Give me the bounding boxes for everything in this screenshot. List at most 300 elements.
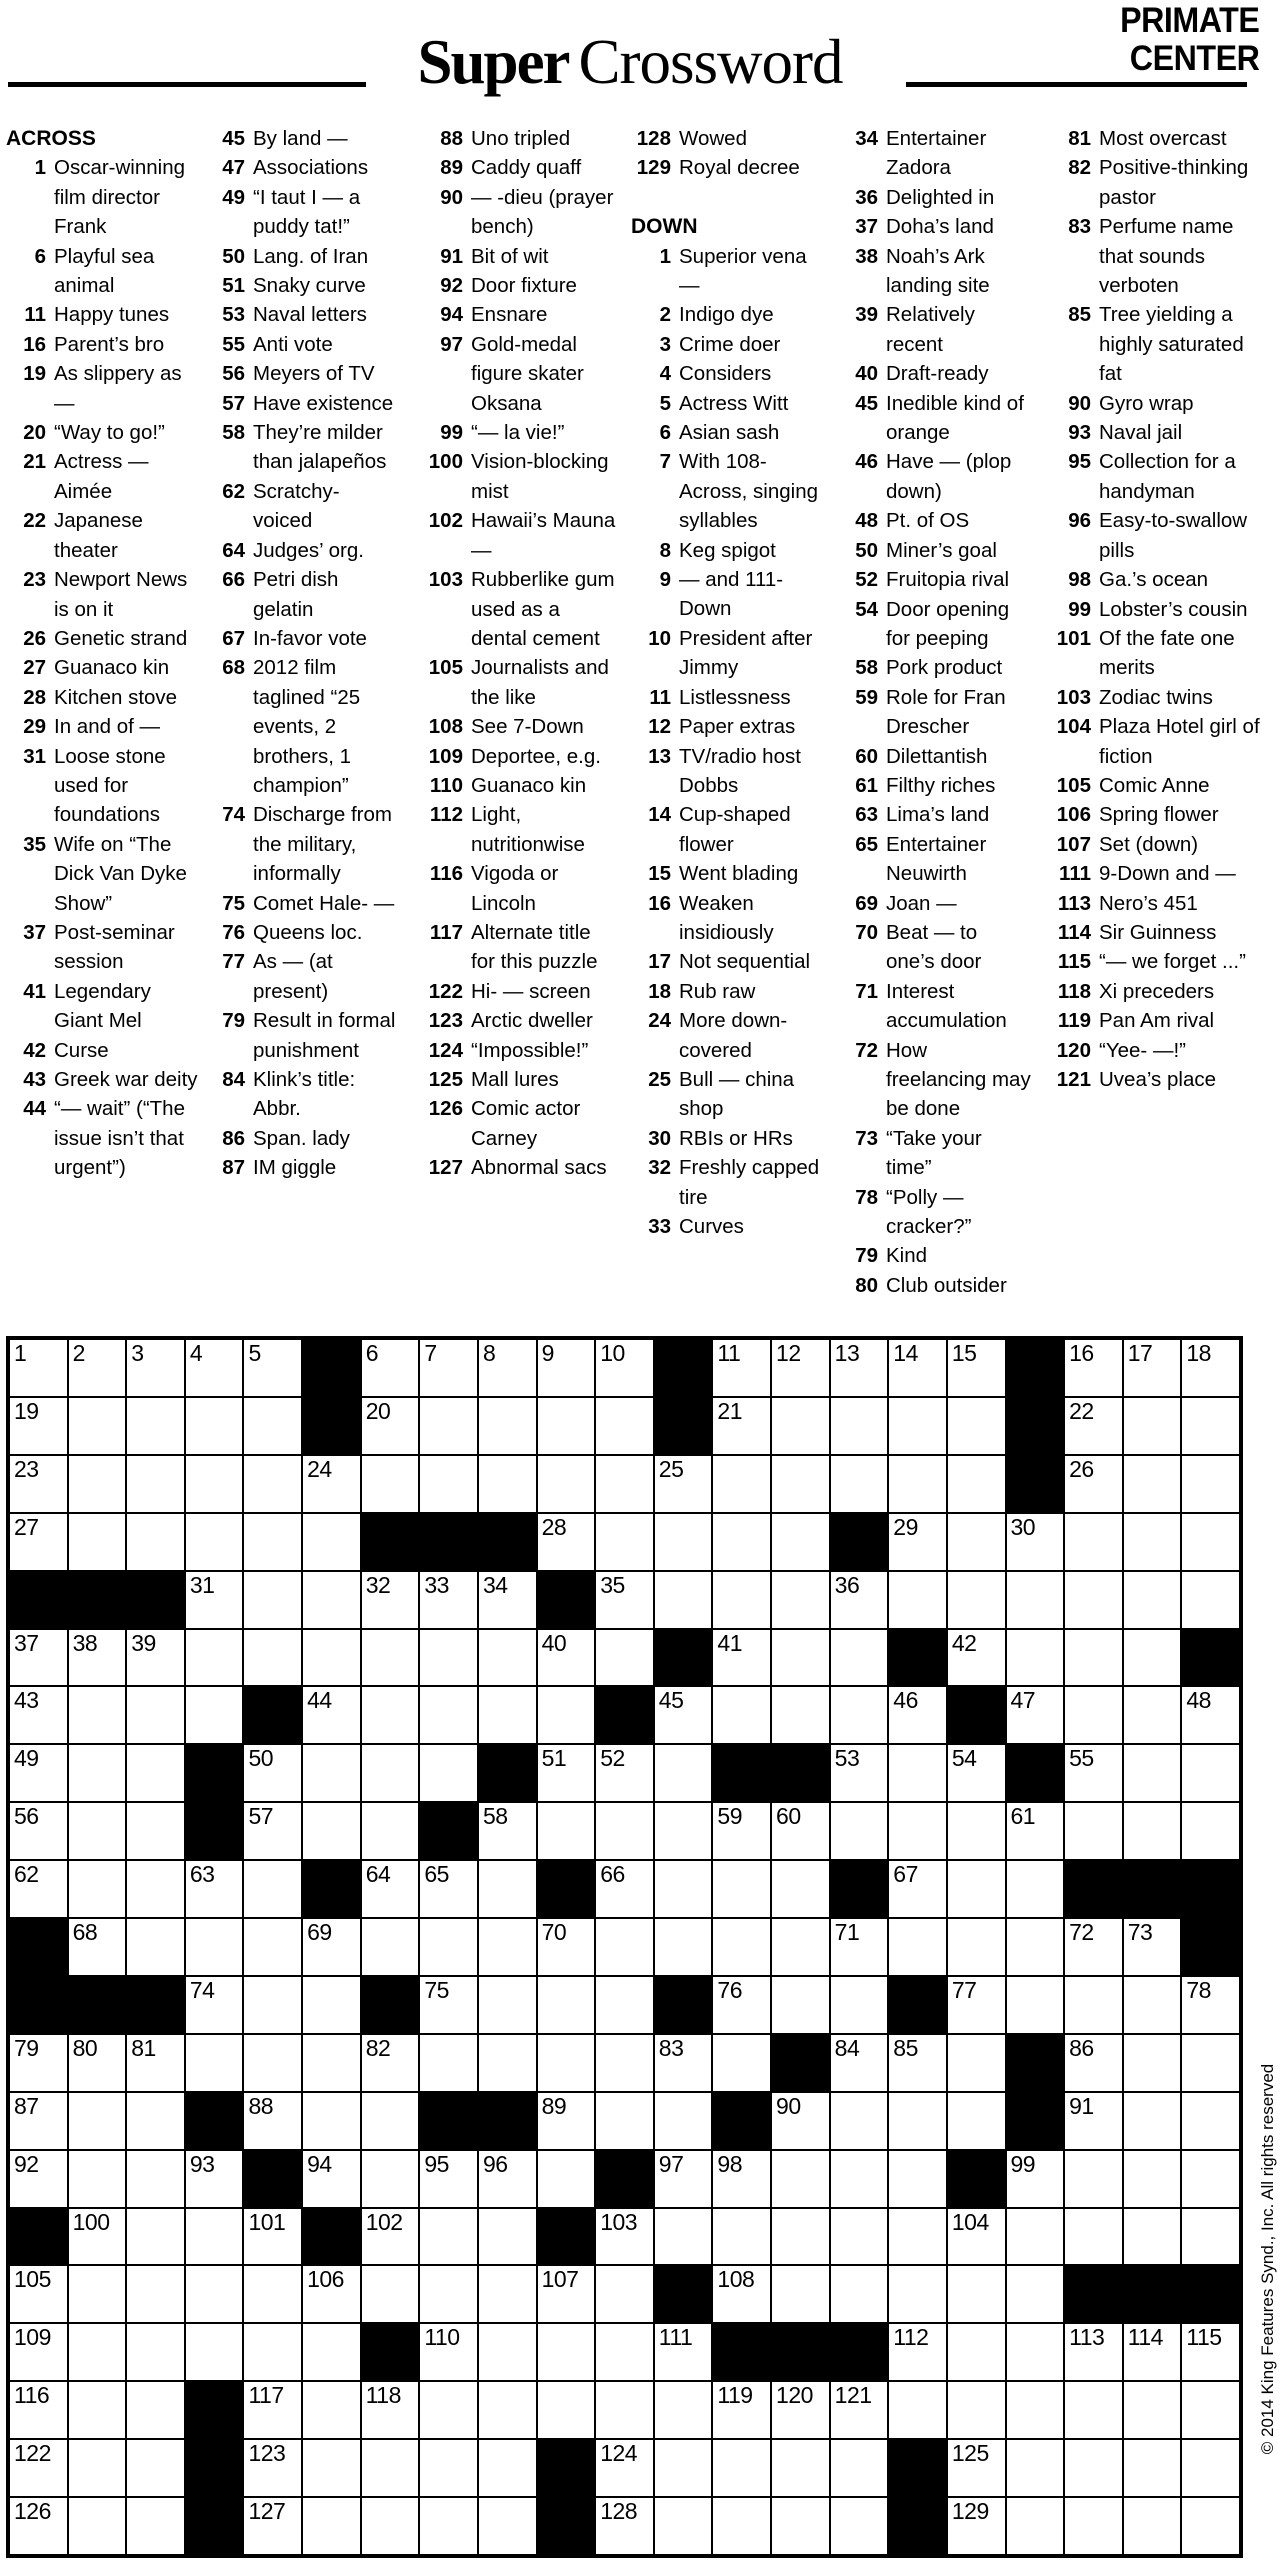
grid-cell[interactable] [889, 1687, 946, 1743]
grid-cell[interactable] [244, 2035, 301, 2091]
grid-cell[interactable] [1182, 1572, 1239, 1628]
grid-cell[interactable] [244, 1630, 301, 1686]
grid-cell[interactable] [186, 1861, 243, 1917]
grid-cell[interactable] [244, 2440, 301, 2496]
grid-cell[interactable] [1065, 1803, 1122, 1859]
grid-cell[interactable] [479, 1572, 536, 1628]
grid-cell[interactable] [479, 2151, 536, 2207]
grid-cell[interactable] [186, 1398, 243, 1454]
grid-cell[interactable] [362, 2035, 419, 2091]
grid-cell[interactable] [831, 2093, 888, 2149]
grid-cell[interactable] [538, 1803, 595, 1859]
grid-cell[interactable] [596, 1398, 653, 1454]
grid-cell[interactable] [127, 2324, 184, 2380]
grid-cell[interactable] [655, 1514, 712, 1570]
grid-cell[interactable] [596, 2093, 653, 2149]
grid-cell[interactable] [69, 1456, 126, 1512]
grid-cell[interactable] [69, 1919, 126, 1975]
grid-cell[interactable] [948, 2266, 1005, 2322]
grid-cell[interactable] [479, 1630, 536, 1686]
grid-cell[interactable] [772, 2266, 829, 2322]
grid-cell[interactable] [889, 2324, 946, 2380]
grid-cell[interactable] [244, 1456, 301, 1512]
grid-cell[interactable] [1182, 1803, 1239, 1859]
grid-cell[interactable] [10, 2440, 67, 2496]
grid-cell[interactable] [713, 1919, 770, 1975]
grid-cell[interactable] [1007, 2440, 1064, 2496]
grid-cell[interactable] [596, 1340, 653, 1396]
grid-cell[interactable] [10, 1340, 67, 1396]
grid-cell[interactable] [479, 1340, 536, 1396]
grid-cell[interactable] [831, 1687, 888, 1743]
grid-cell[interactable] [538, 1745, 595, 1801]
grid-cell[interactable] [655, 1572, 712, 1628]
grid-cell[interactable] [655, 1803, 712, 1859]
grid-cell[interactable] [772, 2209, 829, 2265]
grid-cell[interactable] [1182, 1456, 1239, 1512]
grid-cell[interactable] [889, 1861, 946, 1917]
grid-cell[interactable] [362, 1745, 419, 1801]
grid-cell[interactable] [244, 1398, 301, 1454]
grid-cell[interactable] [1065, 1456, 1122, 1512]
grid-cell[interactable] [1182, 1745, 1239, 1801]
grid-cell[interactable] [420, 2440, 477, 2496]
grid-cell[interactable] [1182, 2035, 1239, 2091]
grid-cell[interactable] [186, 1572, 243, 1628]
grid-cell[interactable] [244, 2266, 301, 2322]
grid-cell[interactable] [1065, 1572, 1122, 1628]
grid-cell[interactable] [303, 1514, 360, 1570]
grid-cell[interactable] [831, 2382, 888, 2438]
grid-cell[interactable] [1007, 1630, 1064, 1686]
grid-cell[interactable] [1182, 2382, 1239, 2438]
grid-cell[interactable] [831, 1456, 888, 1512]
grid-cell[interactable] [1124, 1630, 1181, 1686]
grid-cell[interactable] [889, 1340, 946, 1396]
grid-cell[interactable] [1182, 1977, 1239, 2033]
grid-cell[interactable] [127, 1340, 184, 1396]
grid-cell[interactable] [831, 1340, 888, 1396]
grid-cell[interactable] [244, 1861, 301, 1917]
grid-cell[interactable] [713, 1514, 770, 1570]
grid-cell[interactable] [420, 2209, 477, 2265]
grid-cell[interactable] [362, 1398, 419, 1454]
grid-cell[interactable] [420, 1745, 477, 1801]
grid-cell[interactable] [362, 2440, 419, 2496]
grid-cell[interactable] [1124, 1340, 1181, 1396]
grid-cell[interactable] [127, 1745, 184, 1801]
grid-cell[interactable] [831, 1572, 888, 1628]
grid-cell[interactable] [655, 2382, 712, 2438]
grid-cell[interactable] [1007, 2209, 1064, 2265]
grid-cell[interactable] [1124, 1803, 1181, 1859]
grid-cell[interactable] [1124, 1572, 1181, 1628]
grid-cell[interactable] [538, 1919, 595, 1975]
grid-cell[interactable] [1124, 2209, 1181, 2265]
grid-cell[interactable] [303, 2151, 360, 2207]
grid-cell[interactable] [303, 2324, 360, 2380]
grid-cell[interactable] [1065, 2440, 1122, 2496]
grid-cell[interactable] [1182, 2440, 1239, 2496]
grid-cell[interactable] [186, 1630, 243, 1686]
grid-cell[interactable] [479, 2209, 536, 2265]
grid-cell[interactable] [713, 2035, 770, 2091]
grid-cell[interactable] [186, 2151, 243, 2207]
grid-cell[interactable] [10, 1803, 67, 1859]
grid-cell[interactable] [10, 2035, 67, 2091]
grid-cell[interactable] [831, 2266, 888, 2322]
grid-cell[interactable] [596, 1456, 653, 1512]
grid-cell[interactable] [889, 1572, 946, 1628]
grid-cell[interactable] [1065, 1630, 1122, 1686]
grid-cell[interactable] [772, 2093, 829, 2149]
grid-cell[interactable] [10, 1630, 67, 1686]
grid-cell[interactable] [362, 2209, 419, 2265]
grid-cell[interactable] [831, 2035, 888, 2091]
grid-cell[interactable] [244, 2093, 301, 2149]
grid-cell[interactable] [303, 2266, 360, 2322]
grid-cell[interactable] [1124, 1745, 1181, 1801]
grid-cell[interactable] [1124, 2324, 1181, 2380]
grid-cell[interactable] [303, 1803, 360, 1859]
grid-cell[interactable] [69, 2209, 126, 2265]
grid-cell[interactable] [889, 1745, 946, 1801]
grid-cell[interactable] [948, 1861, 1005, 1917]
grid-cell[interactable] [303, 1456, 360, 1512]
grid-cell[interactable] [420, 1977, 477, 2033]
grid-cell[interactable] [889, 1514, 946, 1570]
grid-cell[interactable] [772, 2498, 829, 2554]
grid-cell[interactable] [10, 1514, 67, 1570]
grid-cell[interactable] [889, 2209, 946, 2265]
grid-cell[interactable] [479, 2035, 536, 2091]
grid-cell[interactable] [1182, 2324, 1239, 2380]
grid-cell[interactable] [1124, 1398, 1181, 1454]
grid-cell[interactable] [69, 1514, 126, 1570]
grid-cell[interactable] [948, 1340, 1005, 1396]
grid-cell[interactable] [1182, 1340, 1239, 1396]
grid-cell[interactable] [1065, 2382, 1122, 2438]
grid-cell[interactable] [244, 2498, 301, 2554]
grid-cell[interactable] [186, 2266, 243, 2322]
grid-cell[interactable] [596, 2266, 653, 2322]
grid-cell[interactable] [244, 1977, 301, 2033]
grid-cell[interactable] [713, 1572, 770, 1628]
grid-cell[interactable] [1007, 1572, 1064, 1628]
grid-cell[interactable] [772, 2151, 829, 2207]
grid-cell[interactable] [655, 1919, 712, 1975]
grid-cell[interactable] [362, 1861, 419, 1917]
grid-cell[interactable] [655, 2440, 712, 2496]
grid-cell[interactable] [948, 1977, 1005, 2033]
grid-cell[interactable] [772, 2440, 829, 2496]
grid-cell[interactable] [127, 2440, 184, 2496]
grid-cell[interactable] [479, 2498, 536, 2554]
grid-cell[interactable] [1007, 1861, 1064, 1917]
grid-cell[interactable] [10, 2382, 67, 2438]
grid-cell[interactable] [479, 1398, 536, 1454]
grid-cell[interactable] [713, 1803, 770, 1859]
grid-cell[interactable] [127, 2382, 184, 2438]
grid-cell[interactable] [362, 1919, 419, 1975]
grid-cell[interactable] [538, 2266, 595, 2322]
grid-cell[interactable] [948, 2498, 1005, 2554]
grid-cell[interactable] [596, 1572, 653, 1628]
grid-cell[interactable] [10, 2093, 67, 2149]
grid-cell[interactable] [831, 2498, 888, 2554]
grid-cell[interactable] [244, 1803, 301, 1859]
grid-cell[interactable] [362, 2382, 419, 2438]
grid-cell[interactable] [244, 1919, 301, 1975]
grid-cell[interactable] [948, 1572, 1005, 1628]
grid-cell[interactable] [1065, 1340, 1122, 1396]
grid-cell[interactable] [69, 2151, 126, 2207]
grid-cell[interactable] [420, 2498, 477, 2554]
grid-cell[interactable] [772, 1630, 829, 1686]
grid-cell[interactable] [1007, 2382, 1064, 2438]
grid-cell[interactable] [655, 2093, 712, 2149]
grid-cell[interactable] [69, 1340, 126, 1396]
grid-cell[interactable] [1065, 2093, 1122, 2149]
grid-cell[interactable] [538, 1514, 595, 1570]
grid-cell[interactable] [538, 2382, 595, 2438]
grid-cell[interactable] [713, 2151, 770, 2207]
grid-cell[interactable] [69, 2324, 126, 2380]
grid-cell[interactable] [772, 1398, 829, 1454]
grid-cell[interactable] [596, 1514, 653, 1570]
grid-cell[interactable] [10, 2324, 67, 2380]
grid-cell[interactable] [1065, 2324, 1122, 2380]
grid-cell[interactable] [889, 1398, 946, 1454]
grid-cell[interactable] [479, 2324, 536, 2380]
grid-cell[interactable] [479, 2440, 536, 2496]
grid-cell[interactable] [538, 2093, 595, 2149]
grid-cell[interactable] [479, 1687, 536, 1743]
grid-cell[interactable] [596, 2440, 653, 2496]
grid-cell[interactable] [831, 2440, 888, 2496]
grid-cell[interactable] [1007, 1803, 1064, 1859]
grid-cell[interactable] [889, 2093, 946, 2149]
grid-cell[interactable] [244, 1572, 301, 1628]
grid-cell[interactable] [303, 1977, 360, 2033]
grid-cell[interactable] [10, 1745, 67, 1801]
grid-cell[interactable] [420, 1919, 477, 1975]
grid-cell[interactable] [479, 1803, 536, 1859]
grid-cell[interactable] [713, 1398, 770, 1454]
grid-cell[interactable] [303, 2498, 360, 2554]
grid-cell[interactable] [1007, 2498, 1064, 2554]
grid-cell[interactable] [948, 2382, 1005, 2438]
grid-cell[interactable] [127, 2035, 184, 2091]
grid-cell[interactable] [362, 2151, 419, 2207]
grid-cell[interactable] [948, 1745, 1005, 1801]
grid-cell[interactable] [713, 2209, 770, 2265]
grid-cell[interactable] [69, 2035, 126, 2091]
grid-cell[interactable] [10, 1687, 67, 1743]
grid-cell[interactable] [127, 1456, 184, 1512]
grid-cell[interactable] [538, 1340, 595, 1396]
grid-cell[interactable] [948, 2324, 1005, 2380]
grid-cell[interactable] [1124, 2498, 1181, 2554]
grid-cell[interactable] [1007, 2324, 1064, 2380]
grid-cell[interactable] [831, 1630, 888, 1686]
grid-cell[interactable] [127, 2266, 184, 2322]
grid-cell[interactable] [1065, 1687, 1122, 1743]
grid-cell[interactable] [303, 2440, 360, 2496]
grid-cell[interactable] [596, 1919, 653, 1975]
grid-cell[interactable] [1007, 1687, 1064, 1743]
grid-cell[interactable] [1182, 2209, 1239, 2265]
grid-cell[interactable] [10, 1861, 67, 1917]
grid-cell[interactable] [948, 1456, 1005, 1512]
grid-cell[interactable] [1124, 1514, 1181, 1570]
grid-cell[interactable] [69, 1398, 126, 1454]
grid-cell[interactable] [362, 2498, 419, 2554]
grid-cell[interactable] [772, 1803, 829, 1859]
grid-cell[interactable] [831, 1745, 888, 1801]
grid-cell[interactable] [772, 1514, 829, 1570]
grid-cell[interactable] [1124, 2035, 1181, 2091]
grid-cell[interactable] [420, 1398, 477, 1454]
grid-cell[interactable] [948, 1919, 1005, 1975]
grid-cell[interactable] [1124, 1456, 1181, 1512]
grid-cell[interactable] [655, 2151, 712, 2207]
grid-cell[interactable] [69, 1687, 126, 1743]
grid-cell[interactable] [303, 1919, 360, 1975]
grid-cell[interactable] [538, 1687, 595, 1743]
grid-cell[interactable] [831, 2209, 888, 2265]
grid-cell[interactable] [948, 1514, 1005, 1570]
grid-cell[interactable] [889, 2035, 946, 2091]
grid-cell[interactable] [772, 1919, 829, 1975]
grid-cell[interactable] [948, 1630, 1005, 1686]
grid-cell[interactable] [831, 1803, 888, 1859]
grid-cell[interactable] [10, 2266, 67, 2322]
grid-cell[interactable] [420, 2382, 477, 2438]
grid-cell[interactable] [420, 2266, 477, 2322]
grid-cell[interactable] [596, 2209, 653, 2265]
grid-cell[interactable] [596, 1977, 653, 2033]
grid-cell[interactable] [362, 1803, 419, 1859]
grid-cell[interactable] [713, 1340, 770, 1396]
grid-cell[interactable] [1182, 1687, 1239, 1743]
grid-cell[interactable] [772, 1572, 829, 1628]
grid-cell[interactable] [1065, 2498, 1122, 2554]
grid-cell[interactable] [69, 1861, 126, 1917]
grid-cell[interactable] [479, 1919, 536, 1975]
grid-cell[interactable] [69, 2498, 126, 2554]
grid-cell[interactable] [538, 1398, 595, 1454]
grid-cell[interactable] [713, 2440, 770, 2496]
grid-cell[interactable] [596, 1861, 653, 1917]
grid-cell[interactable] [186, 2035, 243, 2091]
grid-cell[interactable] [127, 1514, 184, 1570]
grid-cell[interactable] [244, 1340, 301, 1396]
grid-cell[interactable] [69, 2382, 126, 2438]
grid-cell[interactable] [948, 2209, 1005, 2265]
grid-cell[interactable] [713, 2382, 770, 2438]
grid-cell[interactable] [420, 1456, 477, 1512]
grid-cell[interactable] [1065, 1919, 1122, 1975]
grid-cell[interactable] [362, 1572, 419, 1628]
grid-cell[interactable] [889, 1919, 946, 1975]
grid-cell[interactable] [831, 2151, 888, 2207]
grid-cell[interactable] [127, 1803, 184, 1859]
grid-cell[interactable] [244, 1745, 301, 1801]
grid-cell[interactable] [889, 1803, 946, 1859]
grid-cell[interactable] [831, 1398, 888, 1454]
grid-cell[interactable] [127, 2093, 184, 2149]
grid-cell[interactable] [596, 1803, 653, 1859]
grid-cell[interactable] [186, 1514, 243, 1570]
grid-cell[interactable] [186, 1687, 243, 1743]
grid-cell[interactable] [69, 1630, 126, 1686]
grid-cell[interactable] [69, 1803, 126, 1859]
grid-cell[interactable] [362, 1340, 419, 1396]
grid-cell[interactable] [127, 2151, 184, 2207]
grid-cell[interactable] [69, 1745, 126, 1801]
grid-cell[interactable] [69, 2093, 126, 2149]
grid-cell[interactable] [1124, 1919, 1181, 1975]
grid-cell[interactable] [655, 2209, 712, 2265]
grid-cell[interactable] [1182, 1514, 1239, 1570]
grid-cell[interactable] [713, 1861, 770, 1917]
grid-cell[interactable] [596, 2035, 653, 2091]
grid-cell[interactable] [596, 2382, 653, 2438]
grid-cell[interactable] [772, 1456, 829, 1512]
grid-cell[interactable] [713, 2266, 770, 2322]
grid-cell[interactable] [538, 1630, 595, 1686]
grid-cell[interactable] [244, 1514, 301, 1570]
grid-cell[interactable] [479, 2382, 536, 2438]
grid-cell[interactable] [948, 2440, 1005, 2496]
grid-cell[interactable] [1182, 2498, 1239, 2554]
grid-cell[interactable] [1124, 2382, 1181, 2438]
grid-cell[interactable] [479, 2266, 536, 2322]
grid-cell[interactable] [772, 1340, 829, 1396]
grid-cell[interactable] [127, 1630, 184, 1686]
grid-cell[interactable] [186, 2209, 243, 2265]
grid-cell[interactable] [186, 2324, 243, 2380]
grid-cell[interactable] [1124, 1977, 1181, 2033]
grid-cell[interactable] [948, 2035, 1005, 2091]
grid-cell[interactable] [713, 1977, 770, 2033]
grid-cell[interactable] [1124, 2151, 1181, 2207]
grid-cell[interactable] [713, 1456, 770, 1512]
grid-cell[interactable] [1065, 2209, 1122, 2265]
grid-cell[interactable] [362, 2266, 419, 2322]
grid-cell[interactable] [1007, 1514, 1064, 1570]
grid-cell[interactable] [244, 2324, 301, 2380]
grid-cell[interactable] [1065, 1745, 1122, 1801]
grid-cell[interactable] [538, 2324, 595, 2380]
grid-cell[interactable] [420, 1687, 477, 1743]
grid-cell[interactable] [244, 2382, 301, 2438]
grid-cell[interactable] [10, 1456, 67, 1512]
grid-cell[interactable] [655, 1687, 712, 1743]
grid-cell[interactable] [713, 1630, 770, 1686]
grid-cell[interactable] [420, 1340, 477, 1396]
grid-cell[interactable] [596, 2498, 653, 2554]
grid-cell[interactable] [596, 1630, 653, 1686]
grid-cell[interactable] [538, 2151, 595, 2207]
grid-cell[interactable] [1065, 2151, 1122, 2207]
grid-cell[interactable] [479, 1456, 536, 1512]
grid-cell[interactable] [127, 1687, 184, 1743]
grid-cell[interactable] [244, 2209, 301, 2265]
grid-cell[interactable] [186, 1340, 243, 1396]
grid-cell[interactable] [538, 1456, 595, 1512]
